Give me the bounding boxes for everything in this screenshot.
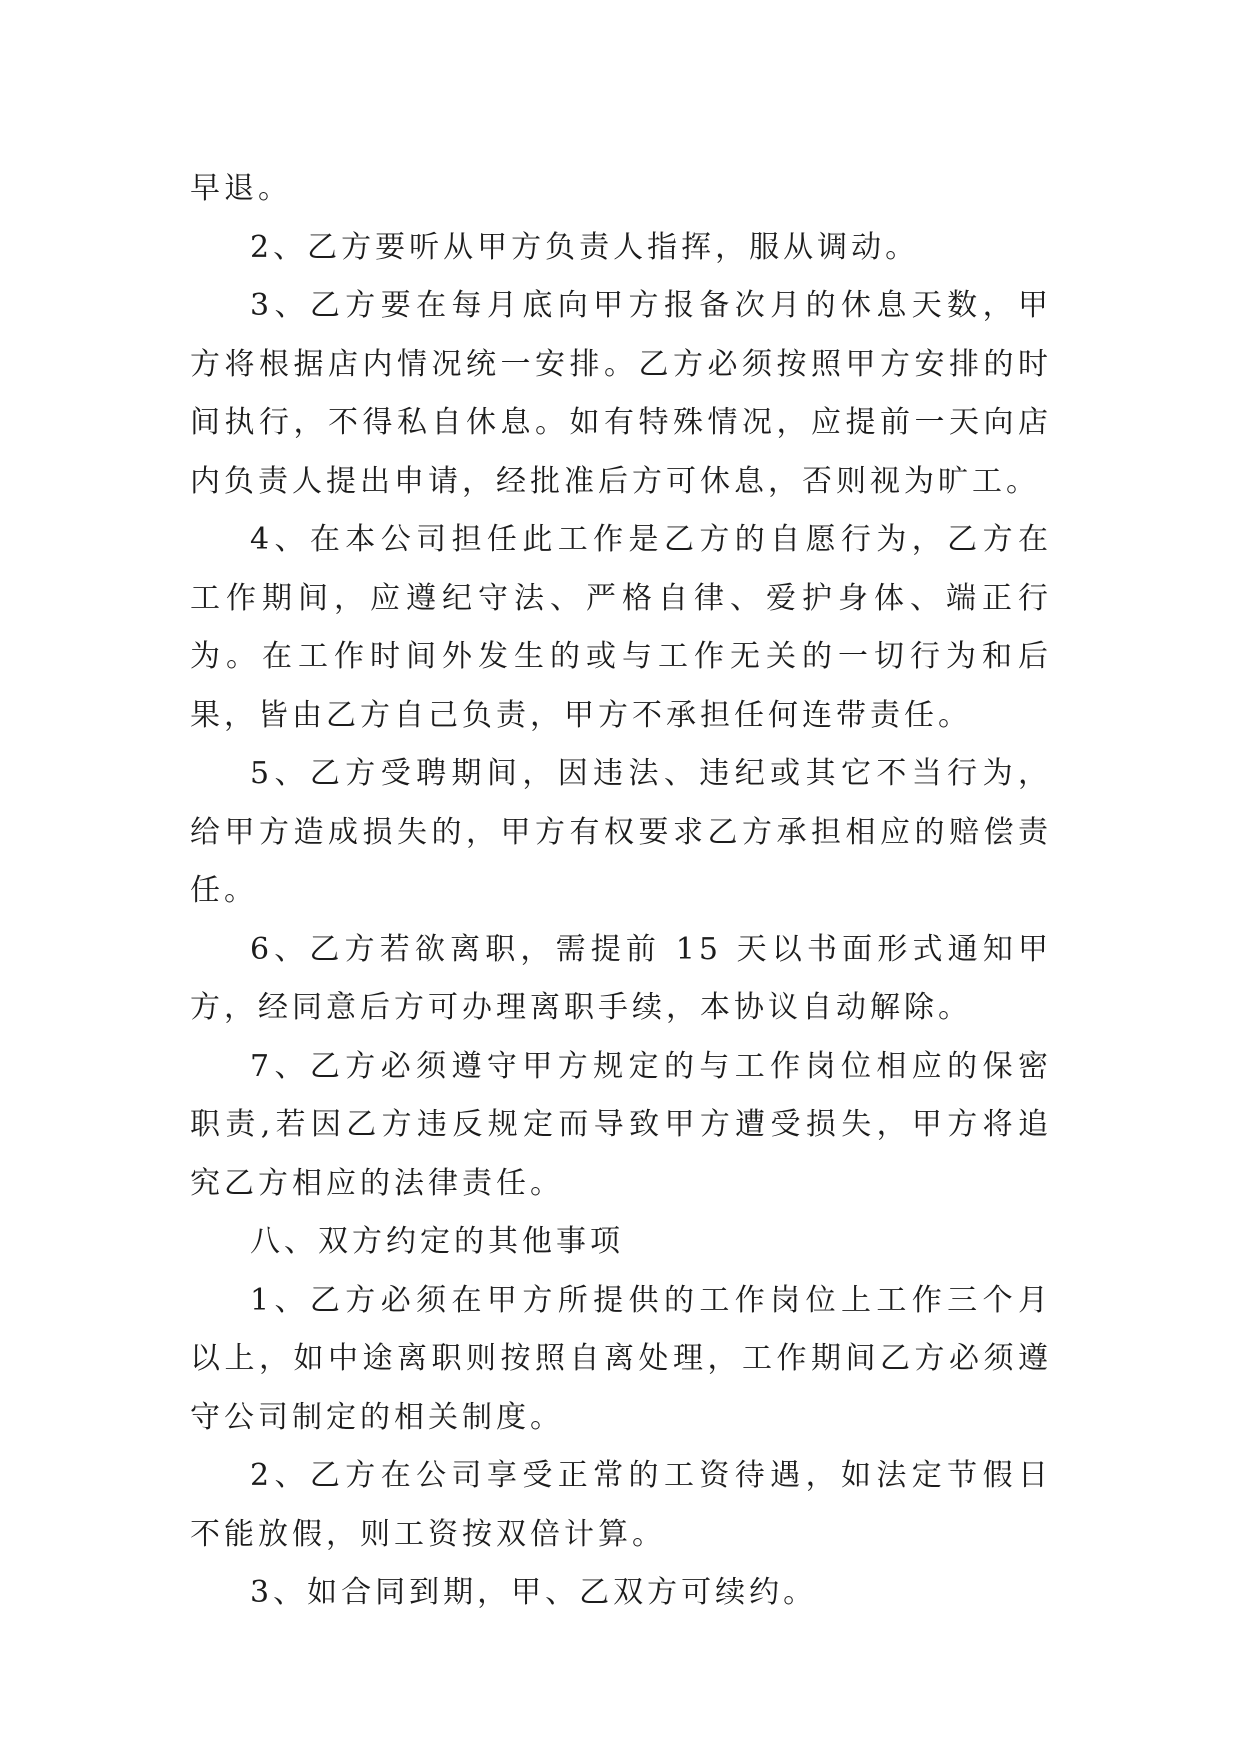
paragraph-other-1: 1、乙方必须在甲方所提供的工作岗位上工作三个月以上，如中途离职则按照自离处理，工作期间乙方必须遵守公司制定的相关制度。 bbox=[190, 1282, 1052, 1435]
paragraph-clause-5: 5、乙方受聘期间，因违法、违纪或其它不当行为，给甲方造成损失的，甲方有权要求乙方承担相应的赔偿责任。 bbox=[190, 756, 1052, 908]
paragraph-early-leave: 早退。 bbox=[190, 171, 292, 206]
paragraph-other-3: 3、如合同到期，甲、乙双方可续约。 bbox=[250, 1575, 818, 1610]
paragraph-other-2: 2、乙方在公司享受正常的工资待遇，如法定节假日不能放假，则工资按双倍计算。 bbox=[190, 1458, 1052, 1552]
paragraph-clause-6: 6、乙方若欲离职，需提前 15 天以书面形式通知甲方，经同意后方可办理离职手续，本协议自动解除。 bbox=[190, 931, 1052, 1025]
section-heading-other-matters: 八、双方约定的其他事项 bbox=[250, 1224, 624, 1259]
paragraph-clause-2: 2、乙方要听从甲方负责人指挥，服从调动。 bbox=[250, 229, 920, 265]
paragraph-clause-4: 4、在本公司担任此工作是乙方的自愿行为，乙方在工作期间，应遵纪守法、严格自律、爱护身体、端正行为。在工作时间外发生的或与工作无关的一切行为和后果，皆由乙方自己负责，甲方不承担任何连带责任。 bbox=[190, 522, 1052, 733]
paragraph-clause-3: 3、乙方要在每月底向甲方报备次月的休息天数，甲方将根据店内情况统一安排。乙方必须按照甲方安排的时间执行，不得私自休息。如有特殊情况，应提前一天向店内负责人提出申请，经批准后方可休息，否则视为旷工。 bbox=[190, 288, 1052, 499]
paragraph-clause-7: 7、乙方必须遵守甲方规定的与工作岗位相应的保密职责,若因乙方违反规定而导致甲方遭受损失，甲方将追究乙方相应的法律责任。 bbox=[190, 1048, 1052, 1201]
document-body bbox=[190, 160, 1052, 1623]
